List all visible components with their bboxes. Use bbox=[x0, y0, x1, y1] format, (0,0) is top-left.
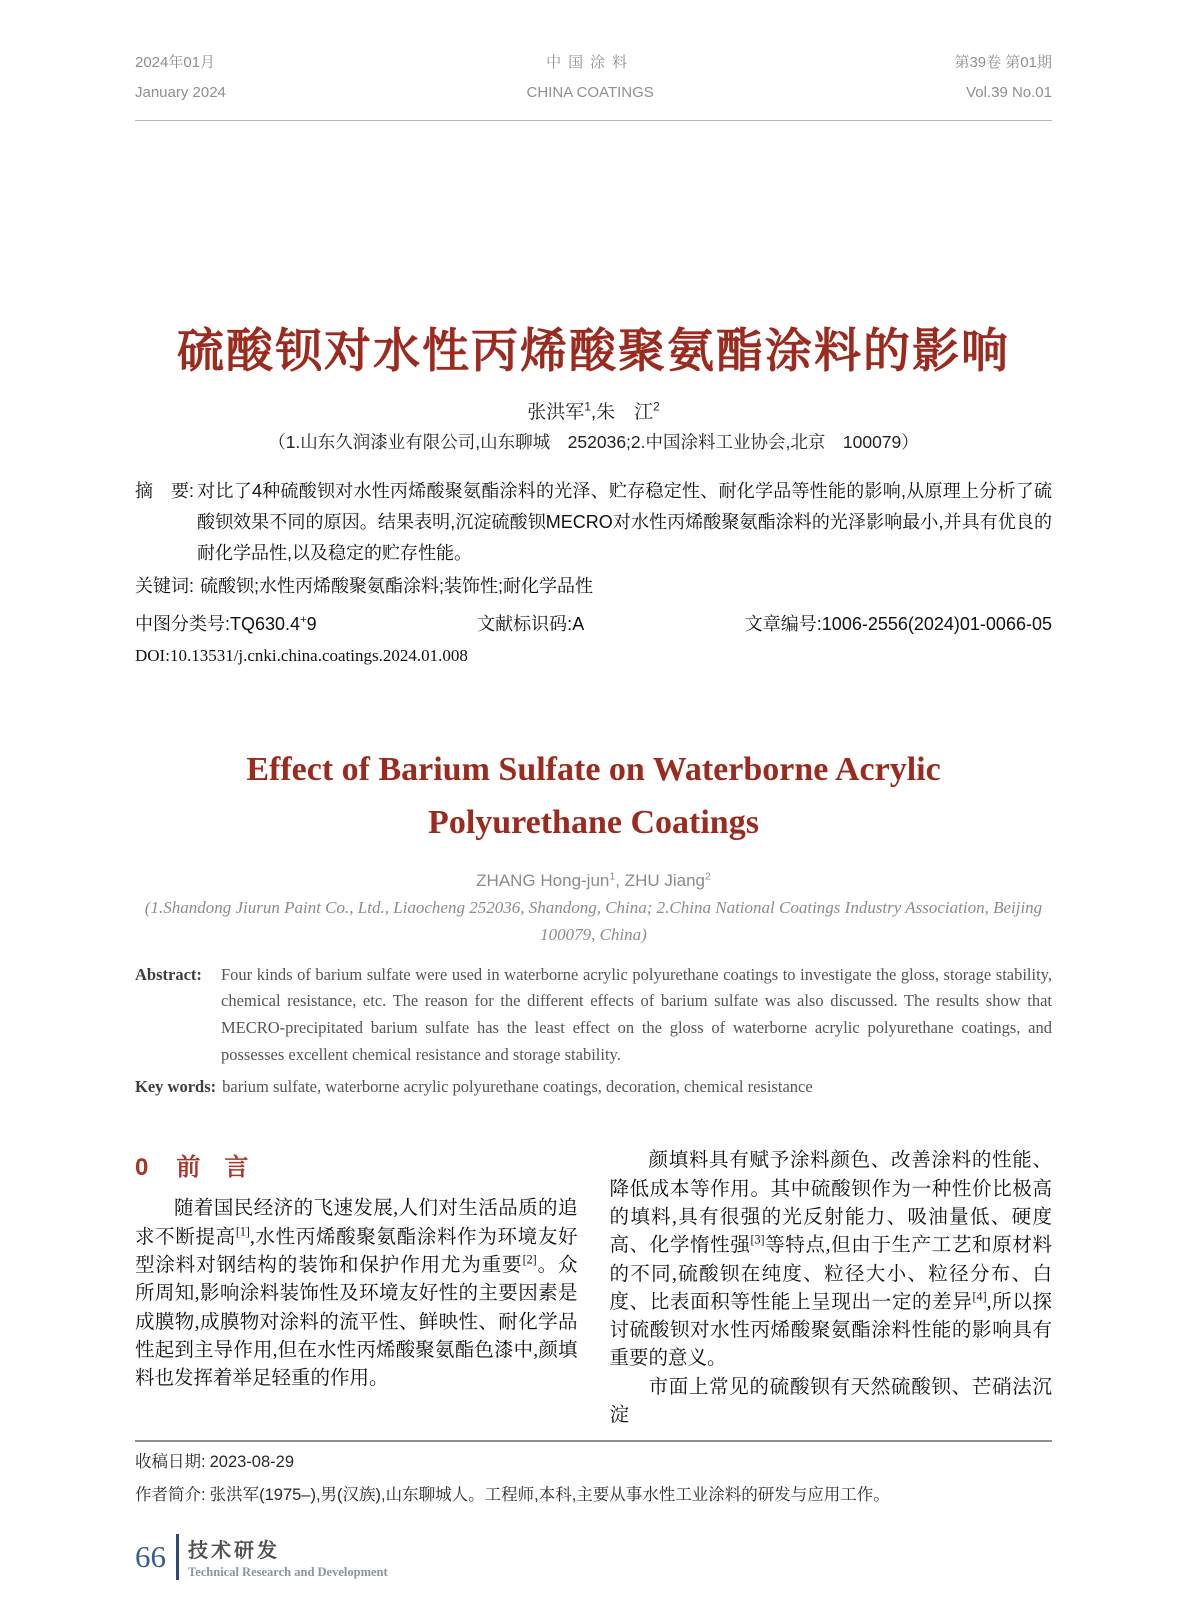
running-head-journal bbox=[527, 48, 654, 108]
affiliation-en: (1.Shandong Jiurun Paint Co., Ltd., Liaocheng 252036, Shandong, China; 2.China National Coatings Industry Association, Beijing 100079, China) bbox=[144, 898, 1043, 945]
section-heading-introduction bbox=[135, 1147, 578, 1182]
running-head-issue bbox=[954, 48, 1052, 108]
body-column-left bbox=[135, 1147, 578, 1430]
running-head-date bbox=[135, 48, 226, 108]
footer-divider-bar bbox=[176, 1534, 179, 1580]
abstract-text-cn: 对比了4种硫酸钡对水性丙烯酸聚氨酯涂料的光泽、贮存稳定性、耐化学品等性能的影响,从原理上分析了硫酸钡效果不同的原因。结果表明,沉淀硫酸钡MECRO对水性丙烯酸聚氨酯涂料的光泽影响最小,并具有优良的耐化学品性,以及稳定的贮存性能。 bbox=[197, 481, 1052, 563]
affiliation-cn: （1.山东久润漆业有限公司,山东聊城 252036;2.中国涂料工业协会,北京 100079） bbox=[268, 432, 919, 452]
journal-name-cn: 中国涂料 bbox=[546, 54, 635, 71]
footer-column-en: Technical Research and Development bbox=[188, 1564, 388, 1579]
abstract-cn bbox=[135, 476, 1052, 569]
article-title-cn: 硫酸钡对水性丙烯酸聚氨酯涂料的影响 bbox=[177, 324, 1010, 377]
date-cn: 2024年01月 bbox=[135, 54, 216, 71]
author-bio-value: 张洪军(1975–),男(汉族),山东聊城人。工程师,本科,主要从事水性工业涂料的研发与应用工作。 bbox=[209, 1486, 890, 1505]
clc-number bbox=[135, 610, 317, 636]
paragraph-intro-1: 随着国民经济的飞速发展,人们对生活品质的追求不断提高[1],水性丙烯酸聚氨酯涂料作为环境友好型涂料对钢结构的装饰和保护作用尤为重要[2]。众所周知,影响涂料装饰性及环境友好性的主要因素是成膜物,成膜物对涂料的流平性、鲜映性、耐化学品性起到主导作用,但在水性丙烯酸聚氨酯色漆中,颜填料也发挥着举足轻重的作用。 bbox=[135, 1198, 578, 1390]
keywords-en bbox=[135, 1077, 1052, 1097]
article-id-label: 文章编号: bbox=[744, 613, 822, 634]
abstract-label-en: Abstract: bbox=[135, 964, 202, 984]
article-id bbox=[745, 610, 1052, 636]
keywords-label-en: Key words: bbox=[135, 1077, 217, 1097]
doi: DOI:10.13531/j.cnki.china.coatings.2024.01.008 bbox=[135, 645, 468, 665]
date-en: January 2024 bbox=[135, 84, 226, 101]
article-id-value: 1006-2556(2024)01-0066-05 bbox=[821, 613, 1052, 634]
page-footer bbox=[135, 1534, 1052, 1580]
paragraph-intro-2: 颜填料具有赋予涂料颜色、改善涂料的性能、降低成本等作用。其中硫酸钡作为一种性价比极高的填料,具有很强的光反射能力、吸油量低、硬度高、化学惰性强[3]等特点,但由于生产工艺和原材料的不同,硫酸钡在纯度、粒径大小、粒径分布、白度、比表面积等性能上呈现出一定的差异[4],所以探讨硫酸钡对水性丙烯酸聚氨酯涂料性能的影响具有重要的意义。 bbox=[609, 1150, 1052, 1370]
body-column-right bbox=[610, 1147, 1053, 1430]
page-number: 66 bbox=[135, 1538, 166, 1574]
classification-row bbox=[135, 610, 1052, 636]
authors-cn: 张洪军$^1$,朱 江$^2$ bbox=[527, 400, 660, 423]
footer-column-name bbox=[188, 1534, 388, 1580]
abstract-en bbox=[135, 962, 1052, 1069]
document-code-value: A bbox=[572, 613, 585, 634]
received-date-value: 2023-08-29 bbox=[209, 1453, 294, 1472]
author-bio-line bbox=[135, 1484, 1052, 1508]
journal-name-en: CHINA COATINGS bbox=[526, 84, 654, 101]
received-date-label: 收稿日期: bbox=[135, 1453, 206, 1472]
author-bio-label: 作者简介: bbox=[135, 1486, 206, 1505]
document-code bbox=[477, 610, 584, 636]
authors-en: ZHANG Hong-jun$^1$, ZHU Jiang$^2$ bbox=[476, 870, 711, 891]
abstract-text-en: Four kinds of barium sulfate were used in waterborne acrylic polyurethane coatings to investigate the gloss, storage stability, chemical resistance, etc. The reason for the different effects of barium sulfate was also discussed. The results show that MECRO-precipitated barium sulfate has the least effect on the gloss of waterborne acrylic polyurethane coatings, and possesses excellent chemical resistance and storage stability. bbox=[221, 964, 1052, 1064]
paragraph-intro-3: 市面上常见的硫酸钡有天然硫酸钡、芒硝法沉淀 bbox=[609, 1376, 1052, 1426]
article-title-en-line1: Effect of Barium Sulfate on Waterborne Acrylic bbox=[246, 750, 941, 788]
keywords-text-cn: 硫酸钡;水性丙烯酸聚氨酯涂料;装饰性;耐化学品性 bbox=[200, 575, 594, 596]
body-columns bbox=[135, 1147, 1052, 1430]
article-title-en bbox=[135, 744, 1052, 849]
article-title-en-line2: Polyurethane Coatings bbox=[428, 803, 759, 841]
abstract-label-cn: 摘 要: bbox=[135, 481, 195, 501]
section-number: 0 bbox=[135, 1154, 149, 1182]
keywords-text-en: barium sulfate, waterborne acrylic polyurethane coatings, decoration, chemical resistance bbox=[222, 1077, 813, 1097]
clc-value: TQ630.4+9 bbox=[230, 613, 317, 634]
footer-column-cn: 技术研发 bbox=[188, 1539, 280, 1562]
issue-en: Vol.39 No.01 bbox=[966, 84, 1052, 101]
keywords-cn bbox=[135, 572, 1052, 598]
section-title: 前 言 bbox=[176, 1154, 249, 1182]
document-code-label: 文献标识码: bbox=[477, 613, 573, 634]
received-date-line bbox=[135, 1451, 1052, 1475]
running-head bbox=[135, 0, 1052, 121]
keywords-label-cn: 关键词: bbox=[135, 575, 195, 596]
footnote-divider bbox=[135, 1440, 1052, 1442]
clc-label: 中图分类号: bbox=[135, 613, 231, 634]
issue-cn: 第39卷 第01期 bbox=[954, 54, 1052, 71]
